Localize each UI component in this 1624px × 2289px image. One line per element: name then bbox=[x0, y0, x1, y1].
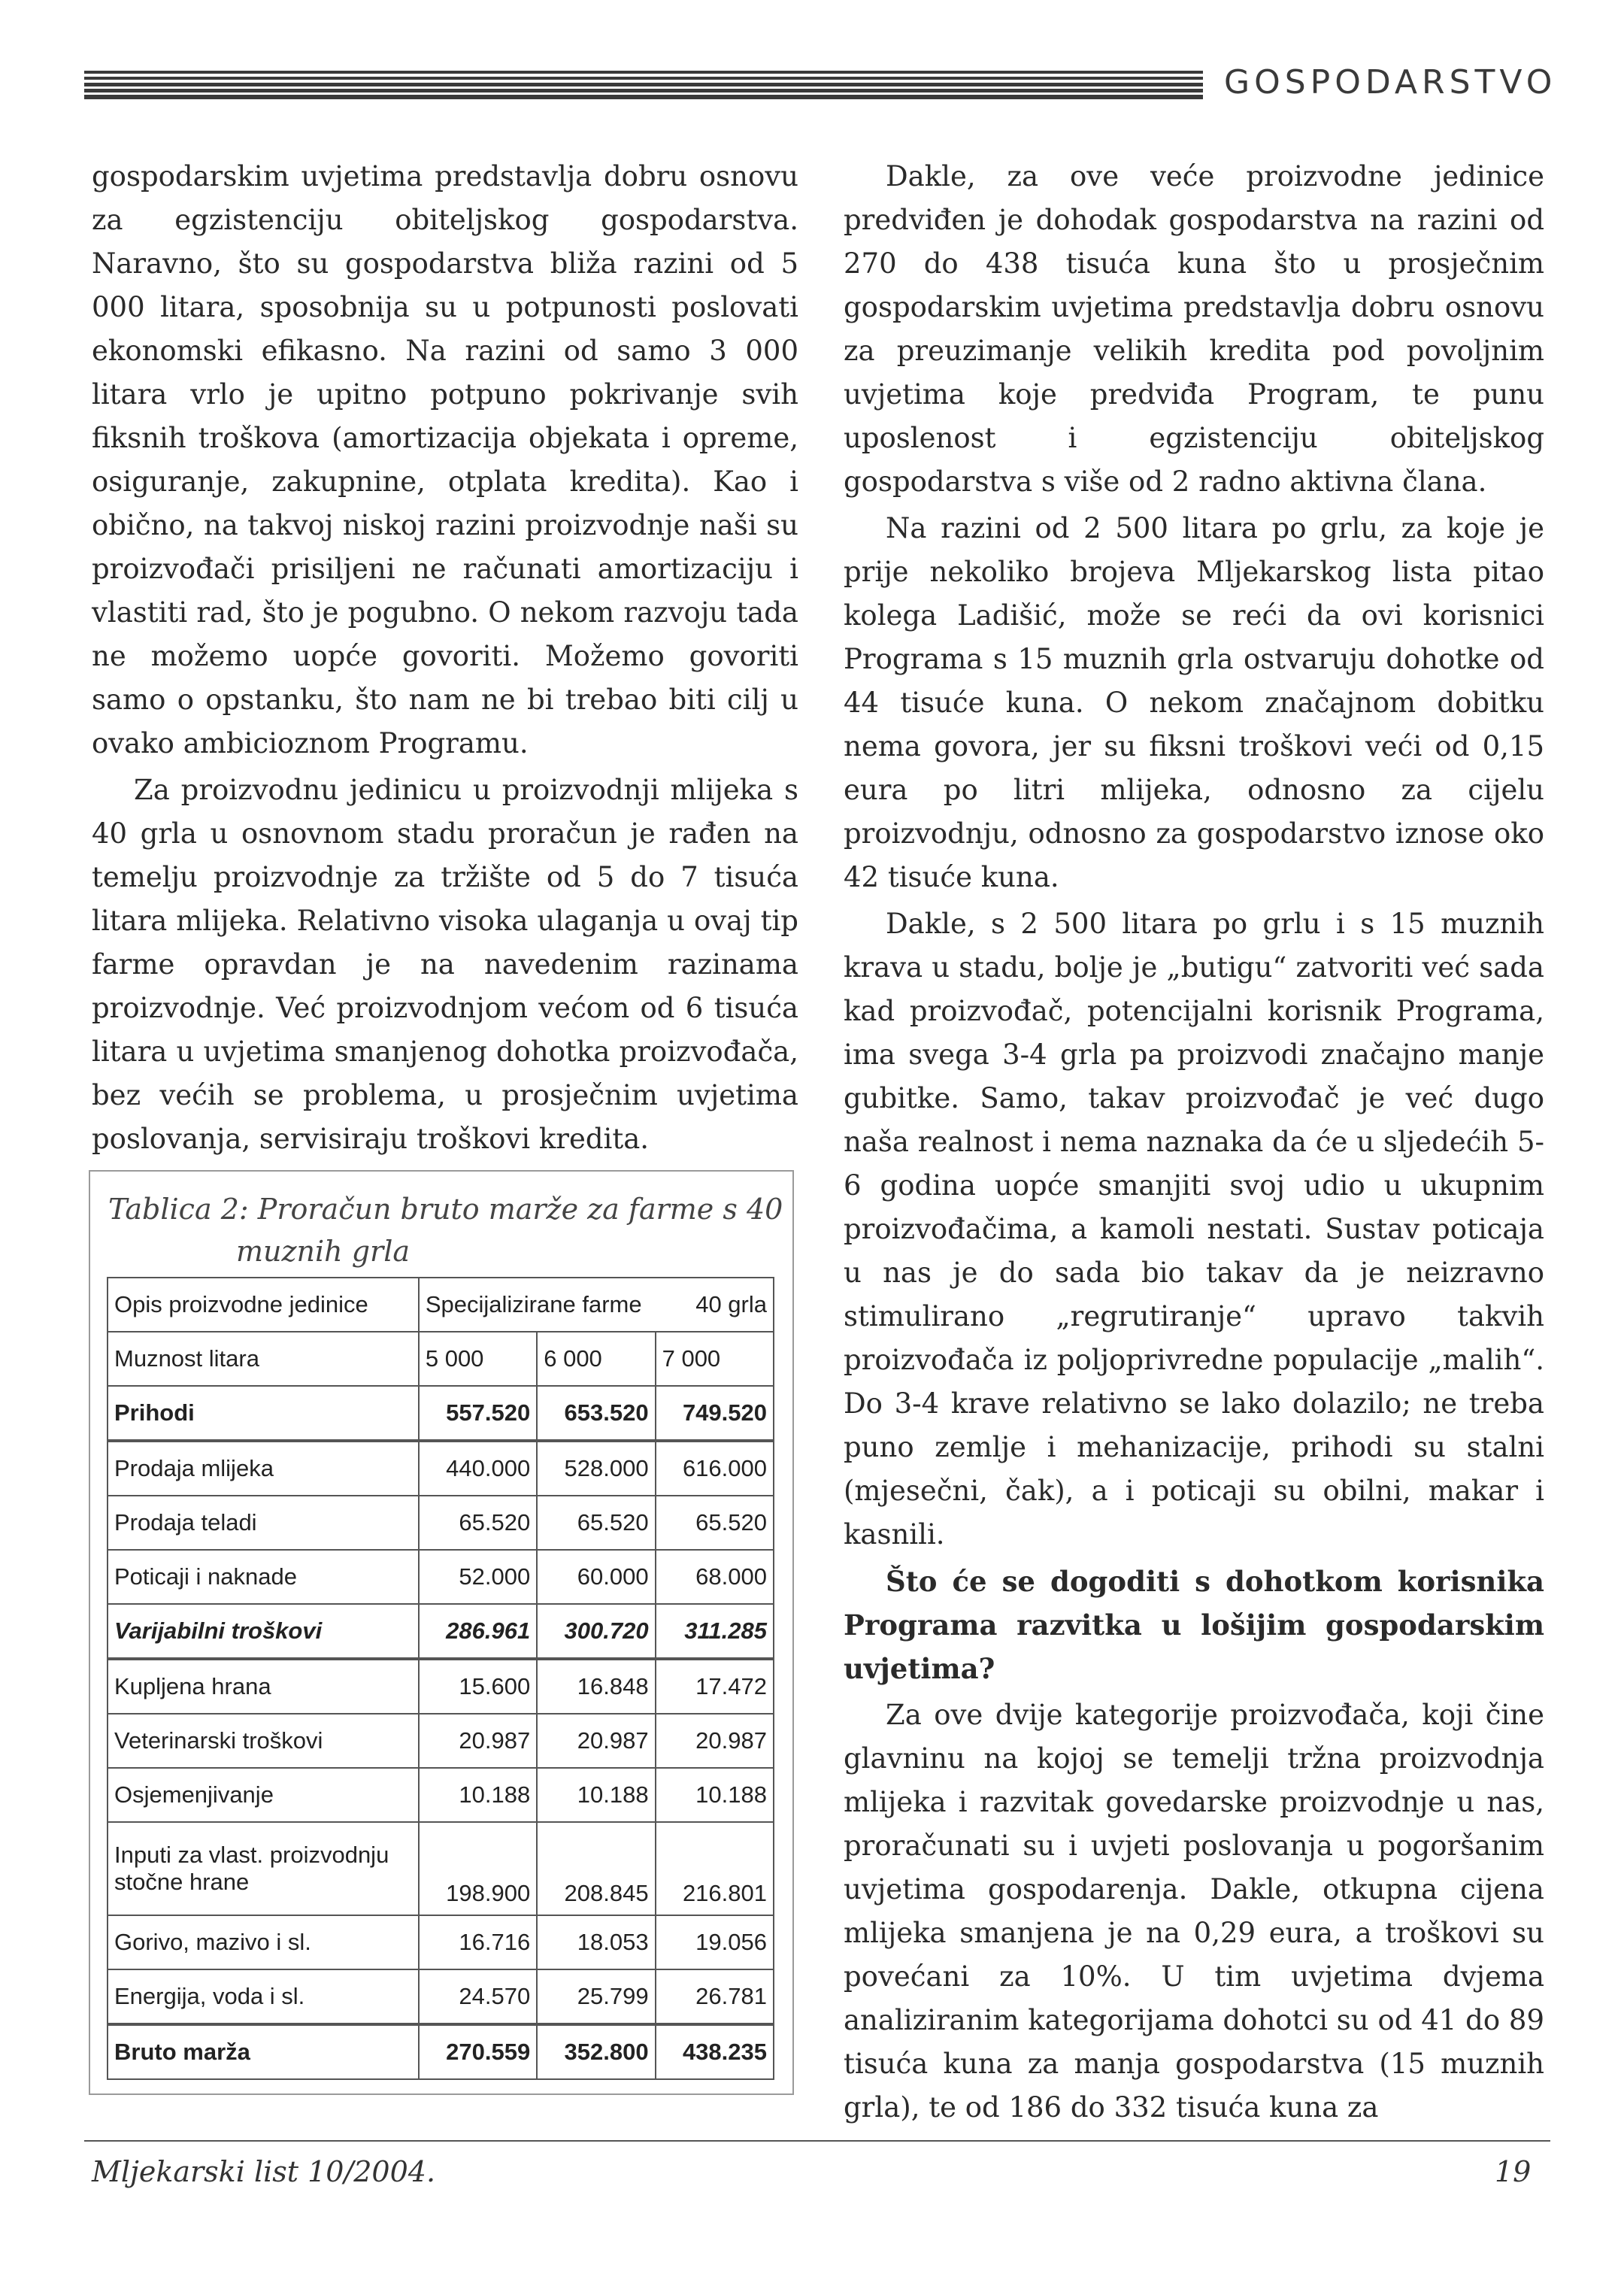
left-paragraph-1: gospodarskim uvjetima predstavlja dobru osnovu za egzistenciju obiteljskog gospodarstva. Naravno, što su gospodarstva bliža razini od 5 000 litara, sposobnija su u potpunosti poslovati ekonomski efikasno. Na razini od samo 3 000 litara vrlo je upitno potpuno pokrivanje svih fiksnih troškova (amortizacija objekata i opreme, osiguranje, zakupnine, otplata kredita). Kao i obično, na takvoj niskoj razini proizvodnje naši su proizvođači prisiljeni ne računati amortizaciju i vlastiti rad, što je pogubno. O nekom razvoju tada ne možemo uopće govoriti. Možemo govoriti samo o opstanku, što nam ne bi trebao biti cilj u ovako ambicioznom Programu. bbox=[92, 160, 798, 759]
table-header-row bbox=[108, 1278, 774, 1332]
page-number: 19 bbox=[1495, 2155, 1532, 2188]
table-row bbox=[108, 1768, 774, 1822]
row-label: Poticaji i naknade bbox=[108, 1550, 419, 1604]
row-label: Kupljena hrana bbox=[108, 1659, 419, 1714]
right-paragraph-2: Na razini od 2 500 litara po grlu, za koje je prije nekoliko brojeva Mljekarskog lista pitao kolega Ladišić, može se reći da ovi korisnici Programa s 15 muznih grla ostvaruju dohotke od 44 tisuće kuna. O nekom značajnom dobitku nema govora, jer su fiksni troškovi veći od 0,15 eura po litri mlijeka, odnosno za cijelu proizvodnju, odnosno za gospodarstvo iznose oko 42 tisuće kuna. bbox=[844, 512, 1544, 893]
row-value: 17.472 bbox=[656, 1659, 774, 1714]
table-row bbox=[108, 1969, 774, 2024]
row-label: Gorivo, mazivo i sl. bbox=[108, 1915, 419, 1969]
row-value: 749.520 bbox=[656, 1386, 774, 1441]
row-value: 286.961 bbox=[419, 1604, 537, 1659]
table-row-gross-margin bbox=[108, 2024, 774, 2079]
row-value: 26.781 bbox=[656, 1969, 774, 2024]
table-row-income bbox=[108, 1386, 774, 1441]
row-value: 653.520 bbox=[537, 1386, 655, 1441]
left-column bbox=[92, 155, 798, 1161]
row-value: 20.987 bbox=[537, 1714, 655, 1768]
table-row bbox=[108, 1441, 774, 1496]
table-box bbox=[89, 1170, 794, 2095]
row-value: 52.000 bbox=[419, 1550, 537, 1604]
row-value: 208.845 bbox=[537, 1822, 655, 1915]
row-value: 68.000 bbox=[656, 1550, 774, 1604]
row-value: 10.188 bbox=[537, 1768, 655, 1822]
section-subheading: Što će se dogoditi s dohotkom korisnika Programa razvitka u lošijim gospodarskim uvjetima? bbox=[844, 1565, 1544, 1685]
row-value: 616.000 bbox=[656, 1441, 774, 1496]
row-value: 440.000 bbox=[419, 1441, 537, 1496]
row-value: 528.000 bbox=[537, 1441, 655, 1496]
header-group-size: 40 grla bbox=[695, 1291, 767, 1317]
table-row bbox=[108, 1659, 774, 1714]
header-rule bbox=[84, 71, 1203, 104]
row-value: 10.188 bbox=[419, 1768, 537, 1822]
table-caption-line-1: Tablica 2: Proračun bruto marže za farme s 40 bbox=[108, 1193, 783, 1226]
yield-label: Muznost litara bbox=[108, 1332, 419, 1386]
row-value: 60.000 bbox=[537, 1550, 655, 1604]
footer-journal: Mljekarski list 10/2004. bbox=[92, 2155, 436, 2188]
table-caption-line-2: muznih grla bbox=[236, 1235, 411, 1268]
row-value: 24.570 bbox=[419, 1969, 537, 2024]
row-value: 300.720 bbox=[537, 1604, 655, 1659]
row-label: Prodaja mlijeka bbox=[108, 1441, 419, 1496]
yield-value: 6 000 bbox=[537, 1332, 655, 1386]
right-column bbox=[844, 155, 1544, 2130]
row-label: Osjemenjivanje bbox=[108, 1768, 419, 1822]
row-value: 216.801 bbox=[656, 1822, 774, 1915]
row-value: 10.188 bbox=[656, 1768, 774, 1822]
left-paragraph-2: Za proizvodnu jedinicu u proizvodnji mlijeka s 40 grla u osnovnom stadu proračun je rađen na temelju proizvodnje za tržište od 5 do 7 tisuća litara mlijeka. Relativno visoka ulaganja u ovaj tip farme opravdan je na navedenim razinama proizvodnje. Već proizvodnjom većom od 6 tisuća litara u uvjetima smanjenog dohotka proizvođača, bez većih se problema, u prosječnim uvjetima poslovanja, servisiraju troškovi kredita. bbox=[92, 774, 798, 1155]
row-label-line-2: stočne hrane bbox=[114, 1869, 250, 1895]
row-label bbox=[108, 1822, 419, 1915]
row-label: Bruto marža bbox=[108, 2024, 419, 2079]
row-value: 65.520 bbox=[656, 1496, 774, 1550]
row-value: 15.600 bbox=[419, 1659, 537, 1714]
table-row-yield bbox=[108, 1332, 774, 1386]
header-group-name: Specijalizirane farme bbox=[425, 1291, 642, 1317]
table-row bbox=[108, 1496, 774, 1550]
right-paragraph-1: Dakle, za ove veće proizvodne jedinice predviđen je dohodak gospodarstva na razini od 270 do 438 tisuća kuna što u prosječnim gospodarskim uvjetima predstavlja dobru osnovu za preuzimanje velikih kredita pod povoljnim uvjetima koje predviđa Program, te punu uposlenost i egzistenciju obiteljskog gospodarstva s više od 2 radno aktivna člana. bbox=[844, 160, 1544, 498]
table-row-variable-costs bbox=[108, 1604, 774, 1659]
row-label: Veterinarski troškovi bbox=[108, 1714, 419, 1768]
section-title: GOSPODARSTVO bbox=[1224, 63, 1557, 102]
yield-value: 5 000 bbox=[419, 1332, 537, 1386]
row-value: 20.987 bbox=[419, 1714, 537, 1768]
row-label: Energija, voda i sl. bbox=[108, 1969, 419, 2024]
budget-table bbox=[107, 1277, 774, 2080]
row-value: 65.520 bbox=[537, 1496, 655, 1550]
row-value: 352.800 bbox=[537, 2024, 655, 2079]
row-value: 19.056 bbox=[656, 1915, 774, 1969]
row-label: Varijabilni troškovi bbox=[108, 1604, 419, 1659]
row-value: 16.848 bbox=[537, 1659, 655, 1714]
row-label-line-1: Inputi za vlast. proizvodnju bbox=[114, 1842, 389, 1868]
table-row bbox=[108, 1915, 774, 1969]
row-value: 270.559 bbox=[419, 2024, 537, 2079]
row-value: 20.987 bbox=[656, 1714, 774, 1768]
yield-value: 7 000 bbox=[656, 1332, 774, 1386]
row-value: 18.053 bbox=[537, 1915, 655, 1969]
row-value: 25.799 bbox=[537, 1969, 655, 2024]
row-value: 16.716 bbox=[419, 1915, 537, 1969]
table-caption bbox=[90, 1188, 792, 1272]
right-paragraph-4: Za ove dvije kategorije proizvođača, koji čine glavninu na kojoj se temelji tržna proizvodnja mlijeka i razvitak govedarske proizvodnje u nas, proračunati su i uvjeti poslovanja u pogoršanim uvjetima gospodarenja. Dakle, otkupna cijena mlijeka smanjena je na 0,29 eura, a troškovi su povećani za 10%. U tim uvjetima dvjema analiziranim kategorijama dohotci su od 41 do 89 tisuća kuna za manja gospodarstva (15 muznih grla), te od 186 do 332 tisuća kuna za bbox=[844, 1699, 1544, 2124]
header-group bbox=[419, 1278, 774, 1332]
row-value: 65.520 bbox=[419, 1496, 537, 1550]
table-row bbox=[108, 1714, 774, 1768]
table-row bbox=[108, 1822, 774, 1915]
right-paragraph-3: Dakle, s 2 500 litara po grlu i s 15 muznih krava u stadu, bolje je „butigu“ zatvoriti već sada kad proizvođač, potencijalni korisnik Programa, ima svega 3-4 grla pa proizvodi značajno manje gubitke. Samo, takav proizvođač je već dugo naša realnost i nema naznaka da će u sljedećih 5-6 godina uopće smanjiti svoj udio u ukupnim proizvođačima, a kamoli nestati. Sustav poticaja u nas je do sada bio takav da je neizravno stimulirano „regrutiranje“ upravo takvih proizvođača iz poljoprivredne populacije „malih“. Do 3-4 krave relativno se lako dolazilo; ne treba puno zemlje i mehanizacije, prihodi su stalni (mjesečni, čak), a i poticaji su obilni, makar i kasnili. bbox=[844, 908, 1544, 1551]
row-label: Prodaja teladi bbox=[108, 1496, 419, 1550]
table-row bbox=[108, 1550, 774, 1604]
row-value: 198.900 bbox=[419, 1822, 537, 1915]
row-label: Prihodi bbox=[108, 1386, 419, 1441]
row-value: 438.235 bbox=[656, 2024, 774, 2079]
footer-rule bbox=[84, 2140, 1550, 2142]
row-value: 557.520 bbox=[419, 1386, 537, 1441]
header-label: Opis proizvodne jedinice bbox=[108, 1278, 419, 1332]
row-value: 311.285 bbox=[656, 1604, 774, 1659]
